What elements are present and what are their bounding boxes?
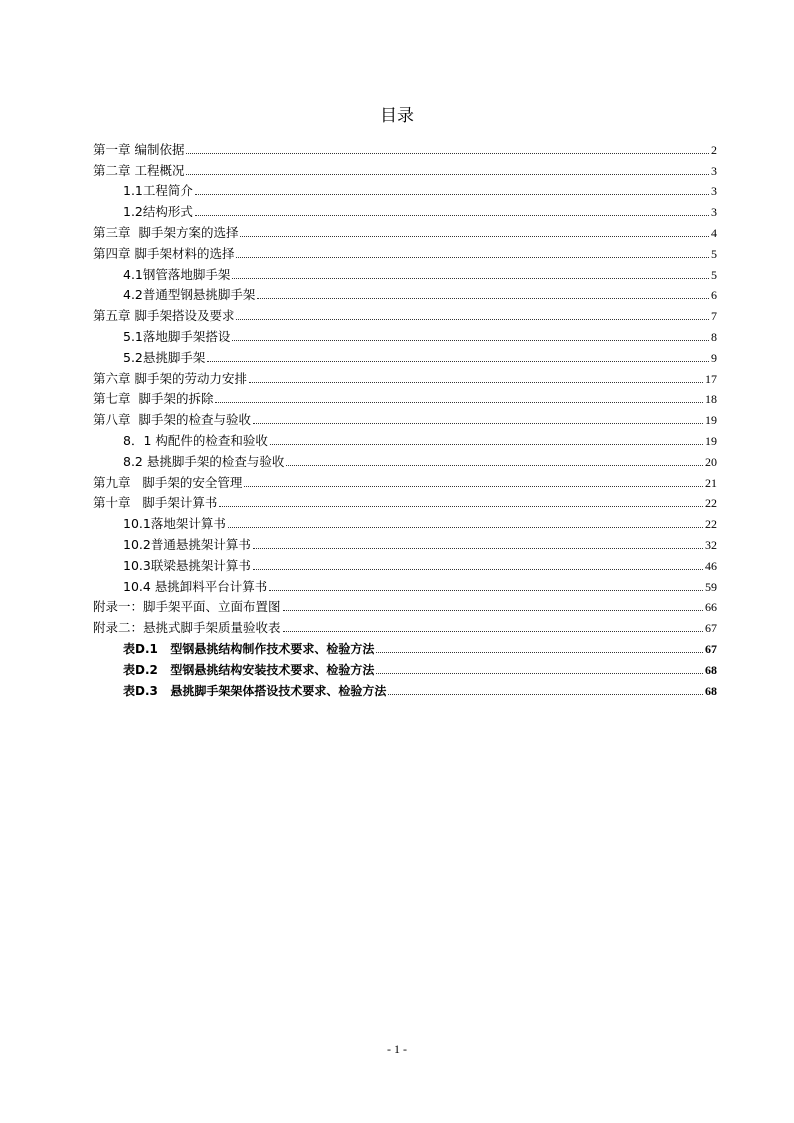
toc-entry-page-number: 68: [705, 662, 717, 677]
toc-entry-label: 1.1工程简介: [123, 183, 193, 199]
toc-dot-leader: [228, 527, 703, 528]
toc-entry[interactable]: [93, 220, 717, 241]
toc-dot-leader: [236, 319, 709, 320]
toc-entry-label: 10.2普通悬挑架计算书: [123, 536, 251, 552]
toc-entry[interactable]: [93, 615, 717, 636]
toc-entry-label: 表D.1 型钢悬挑结构制作技术要求、检验方法: [123, 641, 375, 656]
toc-entry[interactable]: [93, 262, 717, 283]
toc-entry-label: 第五章 脚手架搭设及要求: [93, 308, 235, 324]
toc-entry-label: 8．1 构配件的检查和验收: [123, 432, 268, 448]
toc-entry-page-number: 68: [705, 683, 717, 698]
toc-entry[interactable]: [93, 303, 717, 324]
toc-entry-label: 第十章 脚手架计算书: [93, 495, 218, 511]
toc-entry[interactable]: [93, 428, 717, 449]
toc-dot-leader: [195, 215, 709, 216]
toc-dot-leader: [186, 153, 709, 154]
page-number-footer: - 1 -: [387, 1042, 407, 1056]
toc-entry[interactable]: [93, 636, 717, 657]
toc-entry-label: 8.2 悬挑脚手架的检查与验收: [123, 453, 285, 469]
toc-entry-label: 第四章 脚手架材料的选择: [93, 245, 235, 261]
toc-dot-leader: [219, 506, 703, 507]
toc-entry-label: 第三章 脚手架方案的选择: [93, 224, 239, 240]
toc-dot-leader: [236, 257, 709, 258]
toc-entry-page-number: 4: [711, 225, 717, 240]
toc-dot-leader: [195, 194, 709, 195]
toc-entry[interactable]: [93, 595, 717, 616]
toc-dot-leader: [376, 673, 703, 674]
toc-entry-label: 第七章 脚手架的拆除: [93, 391, 214, 407]
toc-entry-page-number: 21: [705, 475, 717, 490]
toc-entry-page-number: 18: [705, 392, 717, 407]
toc-entry-label: 表D.3 悬挑脚手架架体搭设技术要求、检验方法: [123, 683, 387, 698]
toc-entry[interactable]: [93, 158, 717, 179]
toc-dot-leader: [253, 423, 703, 424]
toc-dot-leader: [240, 236, 709, 237]
toc-entry-page-number: 7: [711, 309, 717, 324]
toc-entry[interactable]: [93, 407, 717, 428]
toc-entry-page-number: 2: [711, 142, 717, 157]
toc-dot-leader: [269, 590, 703, 591]
toc-entry[interactable]: [93, 470, 717, 491]
toc-entry[interactable]: [93, 241, 717, 262]
toc-entry-page-number: 67: [705, 641, 717, 656]
toc-entry-page-number: 8: [711, 329, 717, 344]
toc-entry-label: 10.4 悬挑卸料平台计算书: [123, 578, 268, 594]
toc-entry-label: 4.2普通型钢悬挑脚手架: [123, 287, 256, 303]
toc-entry[interactable]: [93, 574, 717, 595]
toc-entry[interactable]: [93, 449, 717, 470]
toc-dot-leader: [207, 361, 709, 362]
toc-entry[interactable]: [93, 491, 717, 512]
toc-entry[interactable]: [93, 179, 717, 200]
toc-entry-page-number: 5: [711, 246, 717, 261]
table-of-contents: [93, 137, 717, 699]
toc-entry-page-number: 20: [705, 454, 717, 469]
toc-dot-leader: [215, 402, 703, 403]
toc-entry-page-number: 3: [711, 184, 717, 199]
toc-entry-page-number: 19: [705, 413, 717, 428]
toc-dot-leader: [232, 340, 709, 341]
toc-dot-leader: [186, 174, 709, 175]
toc-entry-page-number: 3: [711, 163, 717, 178]
toc-entry[interactable]: [93, 532, 717, 553]
toc-entry-page-number: 66: [705, 600, 717, 615]
toc-entry[interactable]: [93, 345, 717, 366]
toc-dot-leader: [249, 382, 703, 383]
toc-entry-label: 表D.2 型钢悬挑结构安装技术要求、检验方法: [123, 662, 375, 677]
toc-entry-page-number: 59: [705, 579, 717, 594]
toc-entry-label: 附录二：悬挑式脚手架质量验收表: [93, 620, 281, 636]
toc-entry-label: 4.1钢管落地脚手架: [123, 266, 231, 282]
page-title: 目录: [380, 106, 414, 126]
toc-entry-label: 5.1落地脚手架搭设: [123, 328, 231, 344]
toc-entry[interactable]: [93, 678, 717, 699]
toc-dot-leader: [232, 278, 709, 279]
toc-entry-page-number: 9: [711, 350, 717, 365]
toc-entry-page-number: 6: [711, 288, 717, 303]
toc-entry-label: 第九章 脚手架的安全管理: [93, 474, 243, 490]
toc-dot-leader: [270, 444, 703, 445]
toc-entry[interactable]: [93, 324, 717, 345]
toc-entry-page-number: 19: [705, 433, 717, 448]
toc-entry[interactable]: [93, 553, 717, 574]
toc-dot-leader: [257, 298, 709, 299]
toc-entry[interactable]: [93, 283, 717, 304]
toc-entry[interactable]: [93, 387, 717, 408]
toc-entry-label: 5.2悬挑脚手架: [123, 349, 206, 365]
toc-entry[interactable]: [93, 366, 717, 387]
toc-entry[interactable]: [93, 511, 717, 532]
toc-entry-page-number: 32: [705, 537, 717, 552]
toc-entry-label: 第一章 编制依据: [93, 141, 185, 157]
toc-entry-page-number: 17: [705, 371, 717, 386]
toc-dot-leader: [286, 465, 703, 466]
toc-entry-page-number: 3: [711, 205, 717, 220]
toc-entry-page-number: 46: [705, 558, 717, 573]
toc-entry-label: 10.1落地架计算书: [123, 516, 226, 532]
toc-entry-label: 第二章 工程概况: [93, 162, 185, 178]
toc-dot-leader: [283, 610, 703, 611]
toc-entry-label: 附录一：脚手架平面、立面布置图: [93, 599, 281, 615]
toc-entry[interactable]: [93, 199, 717, 220]
toc-entry[interactable]: [93, 657, 717, 678]
toc-entry-page-number: 67: [705, 621, 717, 636]
toc-entry-label: 第八章 脚手架的检查与验收: [93, 412, 251, 428]
toc-entry[interactable]: [93, 137, 717, 158]
toc-entry-page-number: 22: [705, 496, 717, 511]
toc-dot-leader: [376, 652, 703, 653]
toc-dot-leader: [283, 631, 703, 632]
toc-entry-label: 1.2结构形式: [123, 204, 193, 220]
toc-dot-leader: [253, 569, 703, 570]
toc-entry-label: 第六章 脚手架的劳动力安排: [93, 370, 247, 386]
toc-entry-page-number: 22: [705, 517, 717, 532]
toc-dot-leader: [253, 548, 703, 549]
toc-dot-leader: [388, 694, 703, 695]
toc-entry-label: 10.3联梁悬挑架计算书: [123, 557, 251, 573]
toc-dot-leader: [244, 486, 703, 487]
toc-entry-page-number: 5: [711, 267, 717, 282]
